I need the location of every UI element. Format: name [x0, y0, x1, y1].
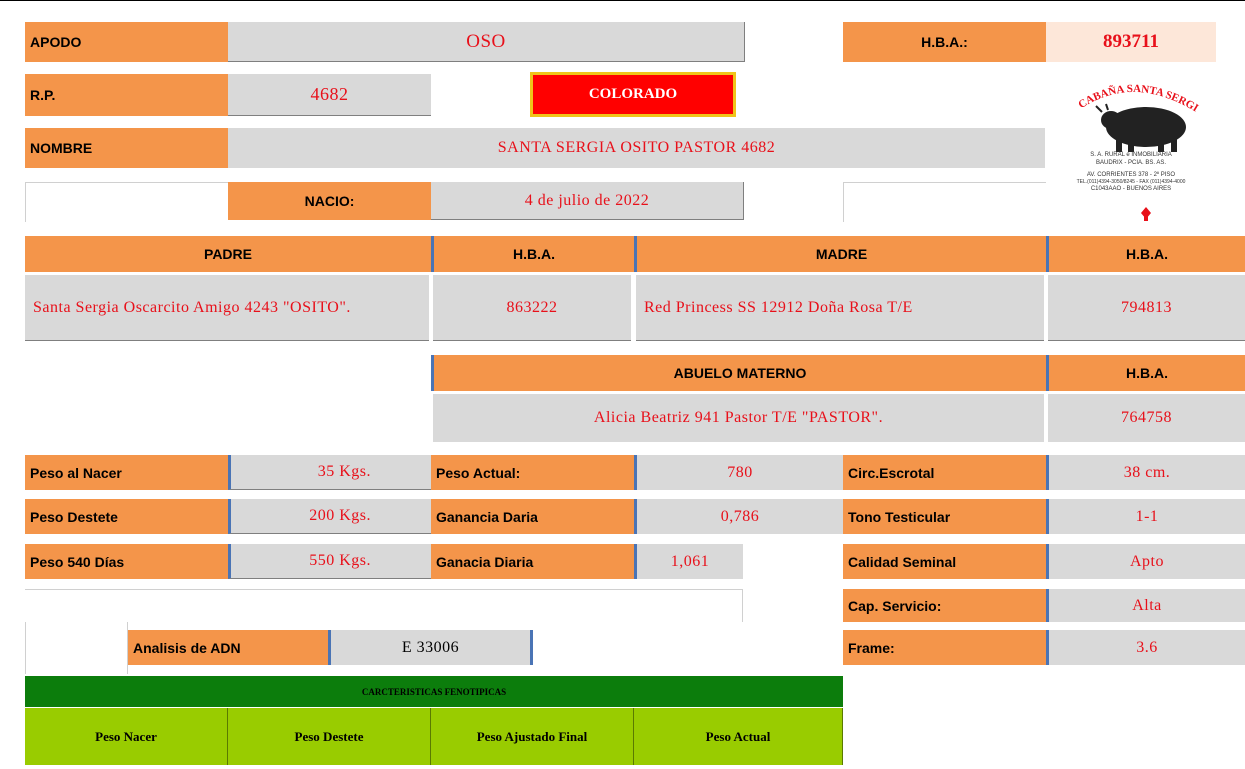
- logo-phone: TEL.(011)4394-3050/8245 - FAX (011)4394-4000: [1076, 179, 1186, 185]
- nombre-label: NOMBRE: [25, 128, 228, 168]
- logo-location: BAUDRIX - PCIA. BS. AS.: [1095, 160, 1167, 166]
- hba-label: H.B.A.:: [843, 22, 1046, 62]
- logo-city: C1043AAO - BUENOS AIRES: [1090, 186, 1172, 192]
- fenotipicas-col-peso-destete: Peso Destete: [228, 708, 431, 765]
- frame-value: 3.6: [1046, 630, 1245, 665]
- peso-540-label: Peso 540 Días: [25, 544, 228, 579]
- peso-destete-label: Peso Destete: [25, 499, 228, 534]
- madre-hba-header: H.B.A.: [1046, 236, 1245, 272]
- cap-servicio-value: Alta: [1046, 589, 1245, 622]
- apodo-value: OSO: [228, 22, 745, 62]
- fenotipicas-title: CARCTERISTICAS FENOTIPICAS: [25, 676, 843, 707]
- calidad-seminal-value: Apto: [1046, 544, 1245, 579]
- empty-cell-right: [843, 182, 1046, 222]
- padre-hba-header: H.B.A.: [431, 236, 634, 272]
- cabana-logo: [1046, 72, 1216, 222]
- nacio-label: NACIO:: [228, 182, 431, 220]
- abuelo-hba-header: H.B.A.: [1046, 355, 1245, 391]
- cap-servicio-label: Cap. Servicio:: [843, 589, 1046, 622]
- nacio-value: 4 de julio de 2022: [431, 182, 744, 220]
- empty-cell-left: [25, 182, 228, 222]
- fenotipicas-col-peso-actual: Peso Actual: [634, 708, 843, 765]
- rp-value: 4682: [228, 74, 431, 116]
- logo-address: AV. CORRIENTES 378 - 2º PISO: [1086, 172, 1176, 178]
- ganancia-daria-value: 0,786: [634, 499, 843, 534]
- bull-icon: [1046, 72, 1216, 222]
- blank-cell-adn-left: [25, 622, 128, 674]
- peso-actual-value: 780: [634, 455, 843, 490]
- peso-destete-value: 200 Kgs.: [228, 499, 431, 534]
- ganancia-daria-label: Ganancia Daria: [431, 499, 634, 534]
- adn-label: Analisis de ADN: [128, 630, 328, 665]
- padre-hba-value: 863222: [433, 275, 631, 341]
- calidad-seminal-label: Calidad Seminal: [843, 544, 1046, 579]
- logo-company: S. A. RURAL e INMOBILIARIA: [1090, 152, 1172, 158]
- nombre-value: SANTA SERGIA OSITO PASTOR 4682: [228, 128, 1045, 168]
- padre-header: PADRE: [25, 236, 431, 272]
- hba-value: 893711: [1046, 22, 1216, 62]
- blank-row: [25, 589, 743, 622]
- abuelo-hba-value: 764758: [1048, 394, 1245, 442]
- circ-escrotal-value: 38 cm.: [1046, 455, 1245, 490]
- top-border-line: [0, 0, 1245, 1]
- abuelo-value: Alicia Beatriz 941 Pastor T/E "PASTOR".: [433, 394, 1044, 442]
- madre-hba-value: 794813: [1048, 275, 1245, 341]
- fenotipicas-col-peso-ajustado: Peso Ajustado Final: [431, 708, 634, 765]
- tono-testicular-label: Tono Testicular: [843, 499, 1046, 534]
- svg-text:CABAÑA SANTA SERGIA: CABAÑA SANTA SERGI: [1076, 82, 1201, 115]
- peso-actual-label: Peso Actual:: [431, 455, 634, 490]
- madre-value: Red Princess SS 12912 Doña Rosa T/E: [636, 275, 1044, 341]
- fenotipicas-col-peso-nacer: Peso Nacer: [25, 708, 228, 765]
- rp-label: R.P.: [25, 74, 228, 116]
- peso-540-value: 550 Kgs.: [228, 544, 431, 579]
- padre-value: Santa Sergia Oscarcito Amigo 4243 "OSITO".: [25, 275, 429, 341]
- color-badge: COLORADO: [530, 72, 736, 117]
- apodo-label: APODO: [25, 22, 228, 62]
- circ-escrotal-label: Circ.Escrotal: [843, 455, 1046, 490]
- tono-testicular-value: 1-1: [1046, 499, 1245, 534]
- ganacia-diaria-label: Ganacia Diaria: [431, 544, 634, 579]
- peso-nacer-value: 35 Kgs.: [228, 455, 431, 490]
- ganacia-diaria-value: 1,061: [634, 544, 743, 579]
- madre-header: MADRE: [634, 236, 1046, 272]
- adn-value: E 33006: [328, 630, 533, 665]
- peso-nacer-label: Peso al Nacer: [25, 455, 228, 490]
- frame-label: Frame:: [843, 630, 1046, 665]
- abuelo-header: ABUELO MATERNO: [431, 355, 1046, 391]
